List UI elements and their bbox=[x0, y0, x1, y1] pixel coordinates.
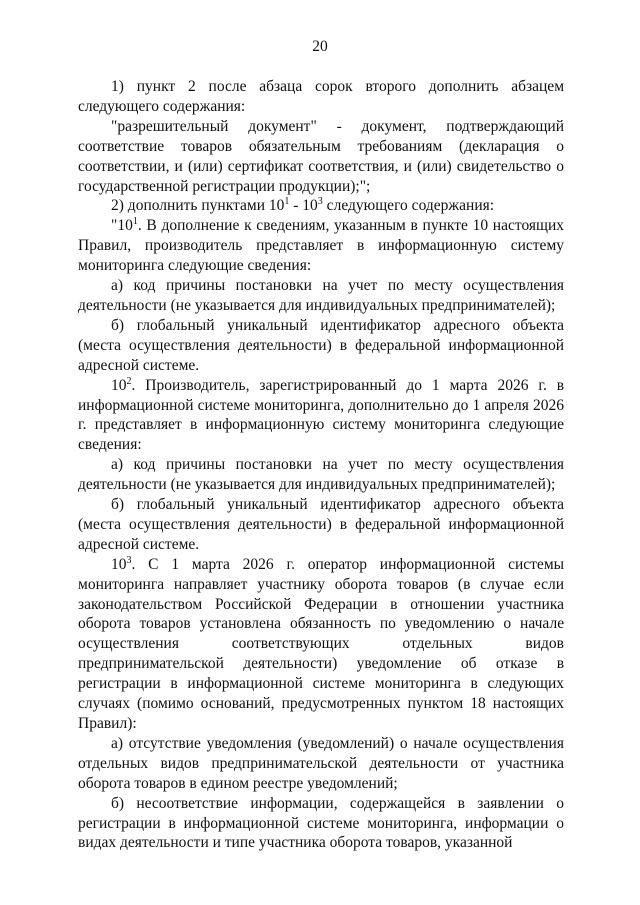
paragraph-10-1-b: б) глобальный уникальный идентификатор адресного объекта (места осуществления деятельности) в федеральной информационной адресной системе. bbox=[78, 316, 564, 374]
paragraph-10-3-b: б) несоответствие информации, содержащейся в заявлении о регистрации в информационной системе мониторинга, информации о видах деятельности и типе участника оборота товаров, указанной bbox=[78, 794, 564, 852]
paragraph-10-1-a: а) код причины постановки на учет по месту осуществления деятельности (не указывается для индивидуальных предпринимателей); bbox=[78, 277, 564, 314]
paragraph-1-item-2: 2) дополнить пунктами $10^1 - 10^3$ следующего содержания: bbox=[111, 196, 495, 215]
document-body bbox=[78, 77, 564, 853]
paragraph-10-3: $10^3$. С 1 марта 2026 г. оператор информационной системы мониторинга направляет участнику оборота товаров (в случае если законодательством Российской Федерации в отношении участника оборота товаров установлена обязанность по уведомлению о начале осуществления соответствующих отдельных видов предпринимательской деятельности) уведомление об отказе в регистрации в информационной системе мониторинга в следующих случаях (помимо оснований, предусмотренных пунктом 18 настоящих Правил): bbox=[78, 554, 565, 732]
page-number: 20 bbox=[312, 38, 328, 55]
paragraph-10-2-a: а) код причины постановки на учет по месту осуществления деятельности (не указывается для индивидуальных предпринимателей); bbox=[78, 456, 564, 494]
paragraph-10-1: "$10^1$. В дополнение к сведениям, указанным в пункте 10 настоящих Правил, производитель представляет в информационную систему мониторинга следующие сведения: bbox=[78, 216, 565, 275]
paragraph-10-2-b: б) глобальный уникальный идентификатор адресного объекта (места осуществления деятельности) в федеральной информационной адресной системе. bbox=[78, 496, 564, 553]
paragraph-10-2: $10^2$. Производитель, зарегистрированный до 1 марта 2026 г. в информационной системе мониторинга, дополнительно до 1 апреля 2026 г. представляет в информационную систему мониторинга следующие сведения: bbox=[78, 375, 565, 454]
paragraph-10-3-a: а) отсутствие уведомления (уведомлений) о начале осуществления отдельных видов предпринимательской деятельности от участника оборота товаров в едином реестре уведомлений; bbox=[78, 734, 564, 792]
paragraph-1-item-1: 1) пункт 2 после абзаца сорок второго дополнить абзацем следующего содержания: bbox=[78, 78, 564, 115]
paragraph-definition: "разрешительный документ" - документ, подтверждающий соответствие товаров обязательным требованиям (декларация о соответствии, и (или) сертификат соответствия, и (или) свидетельство о государственной регистрации продукции);"; bbox=[78, 117, 564, 195]
